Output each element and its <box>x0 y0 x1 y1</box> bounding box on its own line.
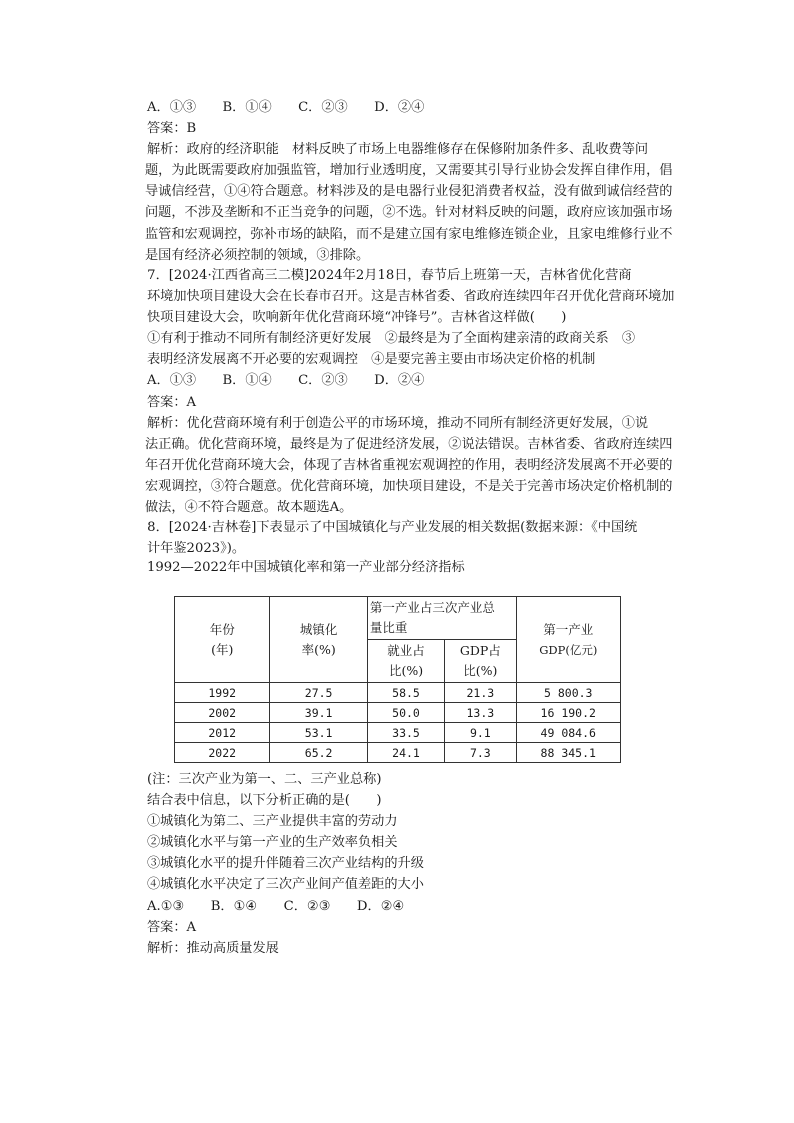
header-group <box>367 597 516 640</box>
table-caption: 1992—2022年中国城镇化率和第一产业部分经济指标 <box>147 560 465 575</box>
header-text: 率(%) <box>301 641 336 657</box>
cell: 65.2 <box>270 743 367 763</box>
q8-after-table <box>147 769 647 959</box>
analysis-line: 题，为此既需要政府加强监管，增加行业透明度，又需要其引导行业协会发挥自律作用，倡 <box>145 163 673 179</box>
cell: 50.0 <box>367 703 444 723</box>
header-text: 第一产业 <box>543 621 594 637</box>
table-row <box>175 703 621 723</box>
q8-stem-line: 8．[2024·吉林卷]下表显示了中国城镇化与产业发展的相关数据(数据来源：《中国统 <box>134 520 638 535</box>
cell: 13.3 <box>445 703 516 723</box>
header-gdp <box>516 597 621 683</box>
q8-options: A.①③ B．①④ C．②③ D．②④ <box>147 898 405 914</box>
q8-item: ④城镇化水平决定了三次产业间产值差距的大小 <box>147 877 424 893</box>
cell: 16 190.2 <box>516 703 621 723</box>
analysis-line: 法正确。优化营商环境，最终是为了促进经济发展，②说法错误。吉林省委、省政府连续四 <box>145 436 673 452</box>
q7-answer: 答案：A <box>147 394 197 410</box>
table-note: (注：三次产业为第一、二、三产业总称) <box>147 772 382 787</box>
cell: 88 345.1 <box>516 743 621 763</box>
q8-stem-line: 计年鉴2023》)。 <box>147 541 246 557</box>
q6-block <box>145 97 673 266</box>
q8-answer: 答案：A <box>147 919 197 935</box>
header-year <box>175 597 270 683</box>
header-text: GDP(亿元) <box>539 642 598 657</box>
q8-item: ②城镇化水平与第一产业的生产效率负相关 <box>147 835 398 851</box>
q8-analysis: 解析：推动高质量发展 <box>147 940 279 956</box>
header-employ <box>367 640 444 683</box>
cell: 53.1 <box>270 723 367 743</box>
q7-options: A．①③ B．①④ C．②③ D．②④ <box>147 373 425 389</box>
cell: 2022 <box>175 743 270 763</box>
cell: 7.3 <box>445 743 516 763</box>
q6-analysis <box>145 139 673 266</box>
analysis-line: 做法，④不符合题意。故本题选A。 <box>145 500 353 516</box>
header-text: 年份 <box>209 621 235 637</box>
cell: 58.5 <box>367 683 444 703</box>
analysis-line: 解析：政府的经济职能 材料反映了市场上电器维修存在保修附加条件多、乱收费等问 <box>147 142 649 158</box>
q8-item: ③城镇化水平的提升伴随着三次产业结构的升级 <box>147 856 424 872</box>
q8-question: 结合表中信息，以下分析正确的是( ) <box>147 793 382 809</box>
header-text: 比(%) <box>463 663 498 678</box>
cell: 9.1 <box>445 723 516 743</box>
q6-answer: 答案：B <box>147 121 197 137</box>
q7-stem-line: 快项目建设大会，吹响新年优化营商环境“冲锋号”。吉林省这样做( ) <box>147 310 567 326</box>
header-text: 量比重 <box>369 620 408 635</box>
cell: 24.1 <box>367 743 444 763</box>
cell: 1992 <box>175 683 270 703</box>
q7-block <box>134 265 675 518</box>
table-row <box>175 723 621 743</box>
header-text: 就业占 <box>387 643 425 658</box>
cell: 49 084.6 <box>516 723 621 743</box>
data-table <box>174 596 621 763</box>
cell: 39.1 <box>270 703 367 723</box>
table-row <box>175 743 621 763</box>
header-text: 比(%) <box>388 663 424 678</box>
q8-block <box>134 517 654 559</box>
cell: 2012 <box>175 723 270 743</box>
q7-choice-line: ①有利于推动不同所有制经济更好发展 ②最终是为了全面构建亲清的政商关系 ③ <box>134 331 636 347</box>
table-row <box>175 683 621 703</box>
analysis-line: 导诚信经营，①④符合题意。材料涉及的是电器行业侵犯消费者权益，没有做到诚信经营的 <box>145 184 673 200</box>
analysis-line: 宏观调控，③符合题意。优化营商环境，加快项目建设，不是关于完善市场决定价格机制的 <box>145 478 673 494</box>
q7-stem-line: 环境加快项目建设大会在长春市召开。这是吉林省委、省政府连续四年召开优化营商环境加 <box>147 289 675 305</box>
header-text: GDP占 <box>459 643 501 658</box>
cell: 33.5 <box>367 723 444 743</box>
header-text: 城镇化 <box>299 621 338 637</box>
analysis-line: 年召开优化营商环境大会，体现了吉林省重视宏观调控的作用，表明经济发展离不开必要的 <box>145 457 673 473</box>
analysis-line: 是国有经济必须控制的领域，③排除。 <box>145 247 370 263</box>
header-text: (年) <box>211 641 234 657</box>
cell: 21.3 <box>445 683 516 703</box>
analysis-line: 问题，不涉及垄断和不正当竞争的问题，②不选。针对材料反映的问题，政府应该加强市场 <box>145 205 673 221</box>
header-gdp-share <box>445 640 516 683</box>
cell: 27.5 <box>270 683 367 703</box>
cell: 2002 <box>175 703 270 723</box>
q7-choice-line: 表明经济发展离不开必要的宏观调控 ④是要完善主要由市场决定价格的机制 <box>147 352 596 368</box>
header-text: 第一产业占三次产业总 <box>369 600 495 615</box>
cell: 5 800.3 <box>516 683 621 703</box>
q8-item: ①城镇化为第二、三产业提供丰富的劳动力 <box>147 814 398 830</box>
analysis-line: 监管和宏观调控，弥补市场的缺陷，而不是建立国有家电维修连锁企业，且家电维修行业不 <box>145 226 673 242</box>
q6-options: A．①③ B．①④ C．②③ D．②④ <box>147 100 425 115</box>
analysis-line: 解析：优化营商环境有利于创造公平的市场环境，推动不同所有制经济更好发展，①说 <box>147 415 649 431</box>
q7-stem-line: 7．[2024·江西省高三二模]2024年2月18日，春节后上班第一天，吉林省优化营商 <box>134 268 632 283</box>
header-urban <box>270 597 367 683</box>
